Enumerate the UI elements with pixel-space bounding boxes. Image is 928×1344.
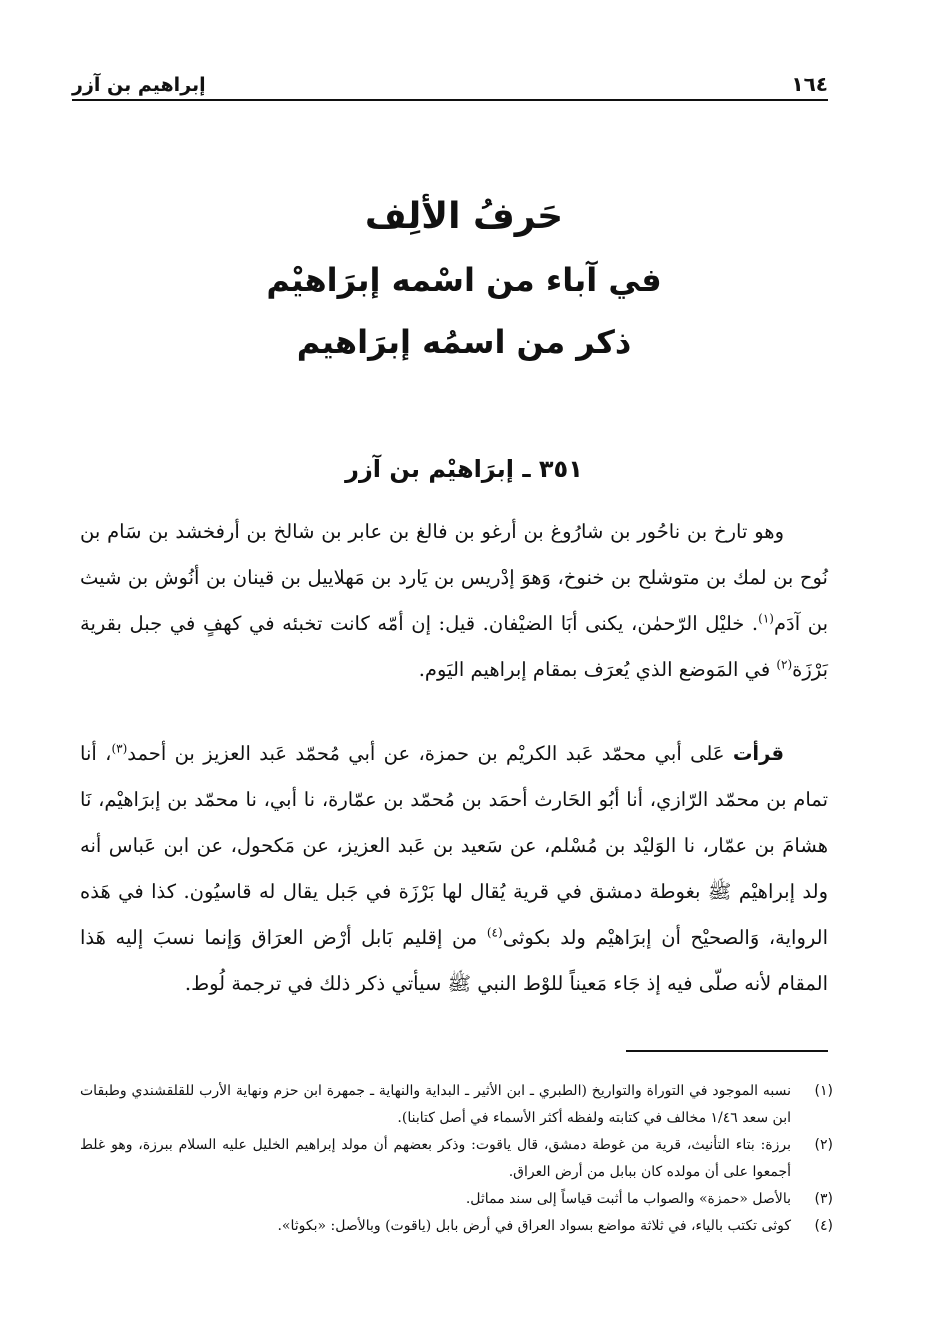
footnote-text: بالأصل «حمزة» والصواب ما أثبت قياساً إلى سند مماثل.	[465, 1191, 791, 1207]
header-rule	[72, 99, 828, 101]
footnote-1	[80, 1078, 833, 1132]
footnote-text: برزة: بتاء التأنيث، قرية من غوطة دمشق، قال ياقوت: وذكر بعضهم أن مولد إبراهيم الخليل عليه السلام ببرزة، وهو غلط أجمعوا على أن مولده كان ببابل من أرض العراق.	[80, 1137, 791, 1180]
footnote-number: (٣)	[814, 1191, 833, 1207]
footnote-4	[80, 1213, 833, 1240]
footnote-ref-1: (١)	[758, 611, 774, 626]
footnote-number: (٤)	[814, 1218, 833, 1234]
running-head	[72, 62, 828, 96]
paragraph-text: عَلى أبي محمّد عَبد الكريْم بن حمزة، عن أبي مُحمّد عَبد العزيز بن أحمد	[127, 742, 733, 765]
paragraph-text: ، أنا تمام بن محمّد الرّازي، أنا أبُو الحَارث أحمَد بن مُحمّد بن عمّارة، نا أبي، نا محمّد بن إبرَاهيْم، نَا هشامَ بن عمّار، نا الوَليْد بن مُسْلم، عن سَعيد بن عَبد العزيز، عن مَكحول، عن ابن عَباس أنه ولد إبراهيْم ﷺ بغوطة دمشق في قرية يُقال لها بَرْزَة في جَبل يقال له قاسيُون. كذا في هَذه الرواية، وَالصحيْح أن إبرَاهيْم ولد بكوثى	[80, 742, 828, 949]
section-title: في آباء من اسْمه إبرَاهيْم	[266, 261, 662, 299]
paragraph-text: من إقليم بَابل أرْض العرَاق وَإنما نسبَ إليه هَذا المقام لأنه صلّى فيه إذ جَاء مَعيناً للوْط النبي ﷺ سيأتي ذكر ذلك في ترجمة لُوط.	[80, 926, 828, 995]
footnotes	[80, 1078, 833, 1240]
footnote-separator	[626, 1050, 828, 1052]
footnote-number: (٢)	[814, 1137, 833, 1153]
footnote-number: (١)	[814, 1083, 833, 1099]
chapter-titles	[100, 185, 828, 373]
chapter-title: حَرفُ الألِف	[364, 196, 564, 237]
footnote-ref-4: (٤)	[486, 925, 503, 940]
footnote-text: كوثى تكتب بالياء، في ثلاثة مواضع بسواد العراق في أرض بابل (ياقوت) وبالأصل: «بكوثا».	[277, 1218, 791, 1234]
paragraph-lead-word: قرأت	[732, 742, 784, 765]
entry-paragraph-1	[80, 509, 828, 693]
paragraph-text: في المَوضع الذي يُعرَف بمقام إبراهيم اليَوم.	[418, 658, 777, 681]
footnote-3	[80, 1186, 833, 1213]
footnote-2	[80, 1132, 833, 1186]
entry-heading: ٣٥١ ـ إبرَاهيْم بن آزر	[345, 455, 583, 483]
footnote-ref-3: (٣)	[111, 741, 128, 756]
entry-paragraph-2	[80, 731, 828, 1007]
paragraph-text: وهو تارخ بن ناحُور بن شارُوغ بن أرغو بن فالغ بن عابر بن شالخ بن أرفخشد بن سَام بن نُوح بن لمك بن متوشلح بن خنوخ، وَهوَ إدْريس بن يَارد بن مَهلاييل بن قينان بن أنُوش بن شيث بن آدَم	[80, 520, 828, 635]
running-title: إبراهيم بن آزر	[72, 74, 206, 96]
footnote-ref-2: (٢)	[776, 657, 793, 672]
paragraph-text: . خليْل الرّحمٰن، يكنى أبَا الضيْفان. قيل: إن أمّه كانت تخبئه في كهفٍ في جبل بقرية بَرْزَة	[80, 612, 828, 681]
footnote-text: نسبه الموجود في التوراة والتواريخ (الطبري ـ ابن الأثير ـ البداية والنهاية ـ جمهرة ابن حزم ونهاية الأرب للقلقشندي وطبقات ابن سعد ١/٤٦ مخالف في كتابته ولفظه أكثر الأسماء في أصل كتابنا).	[80, 1083, 791, 1126]
subsection-title: ذكر من اسمُه إبرَاهيم	[296, 323, 632, 361]
page-number: ١٦٤	[791, 72, 828, 96]
